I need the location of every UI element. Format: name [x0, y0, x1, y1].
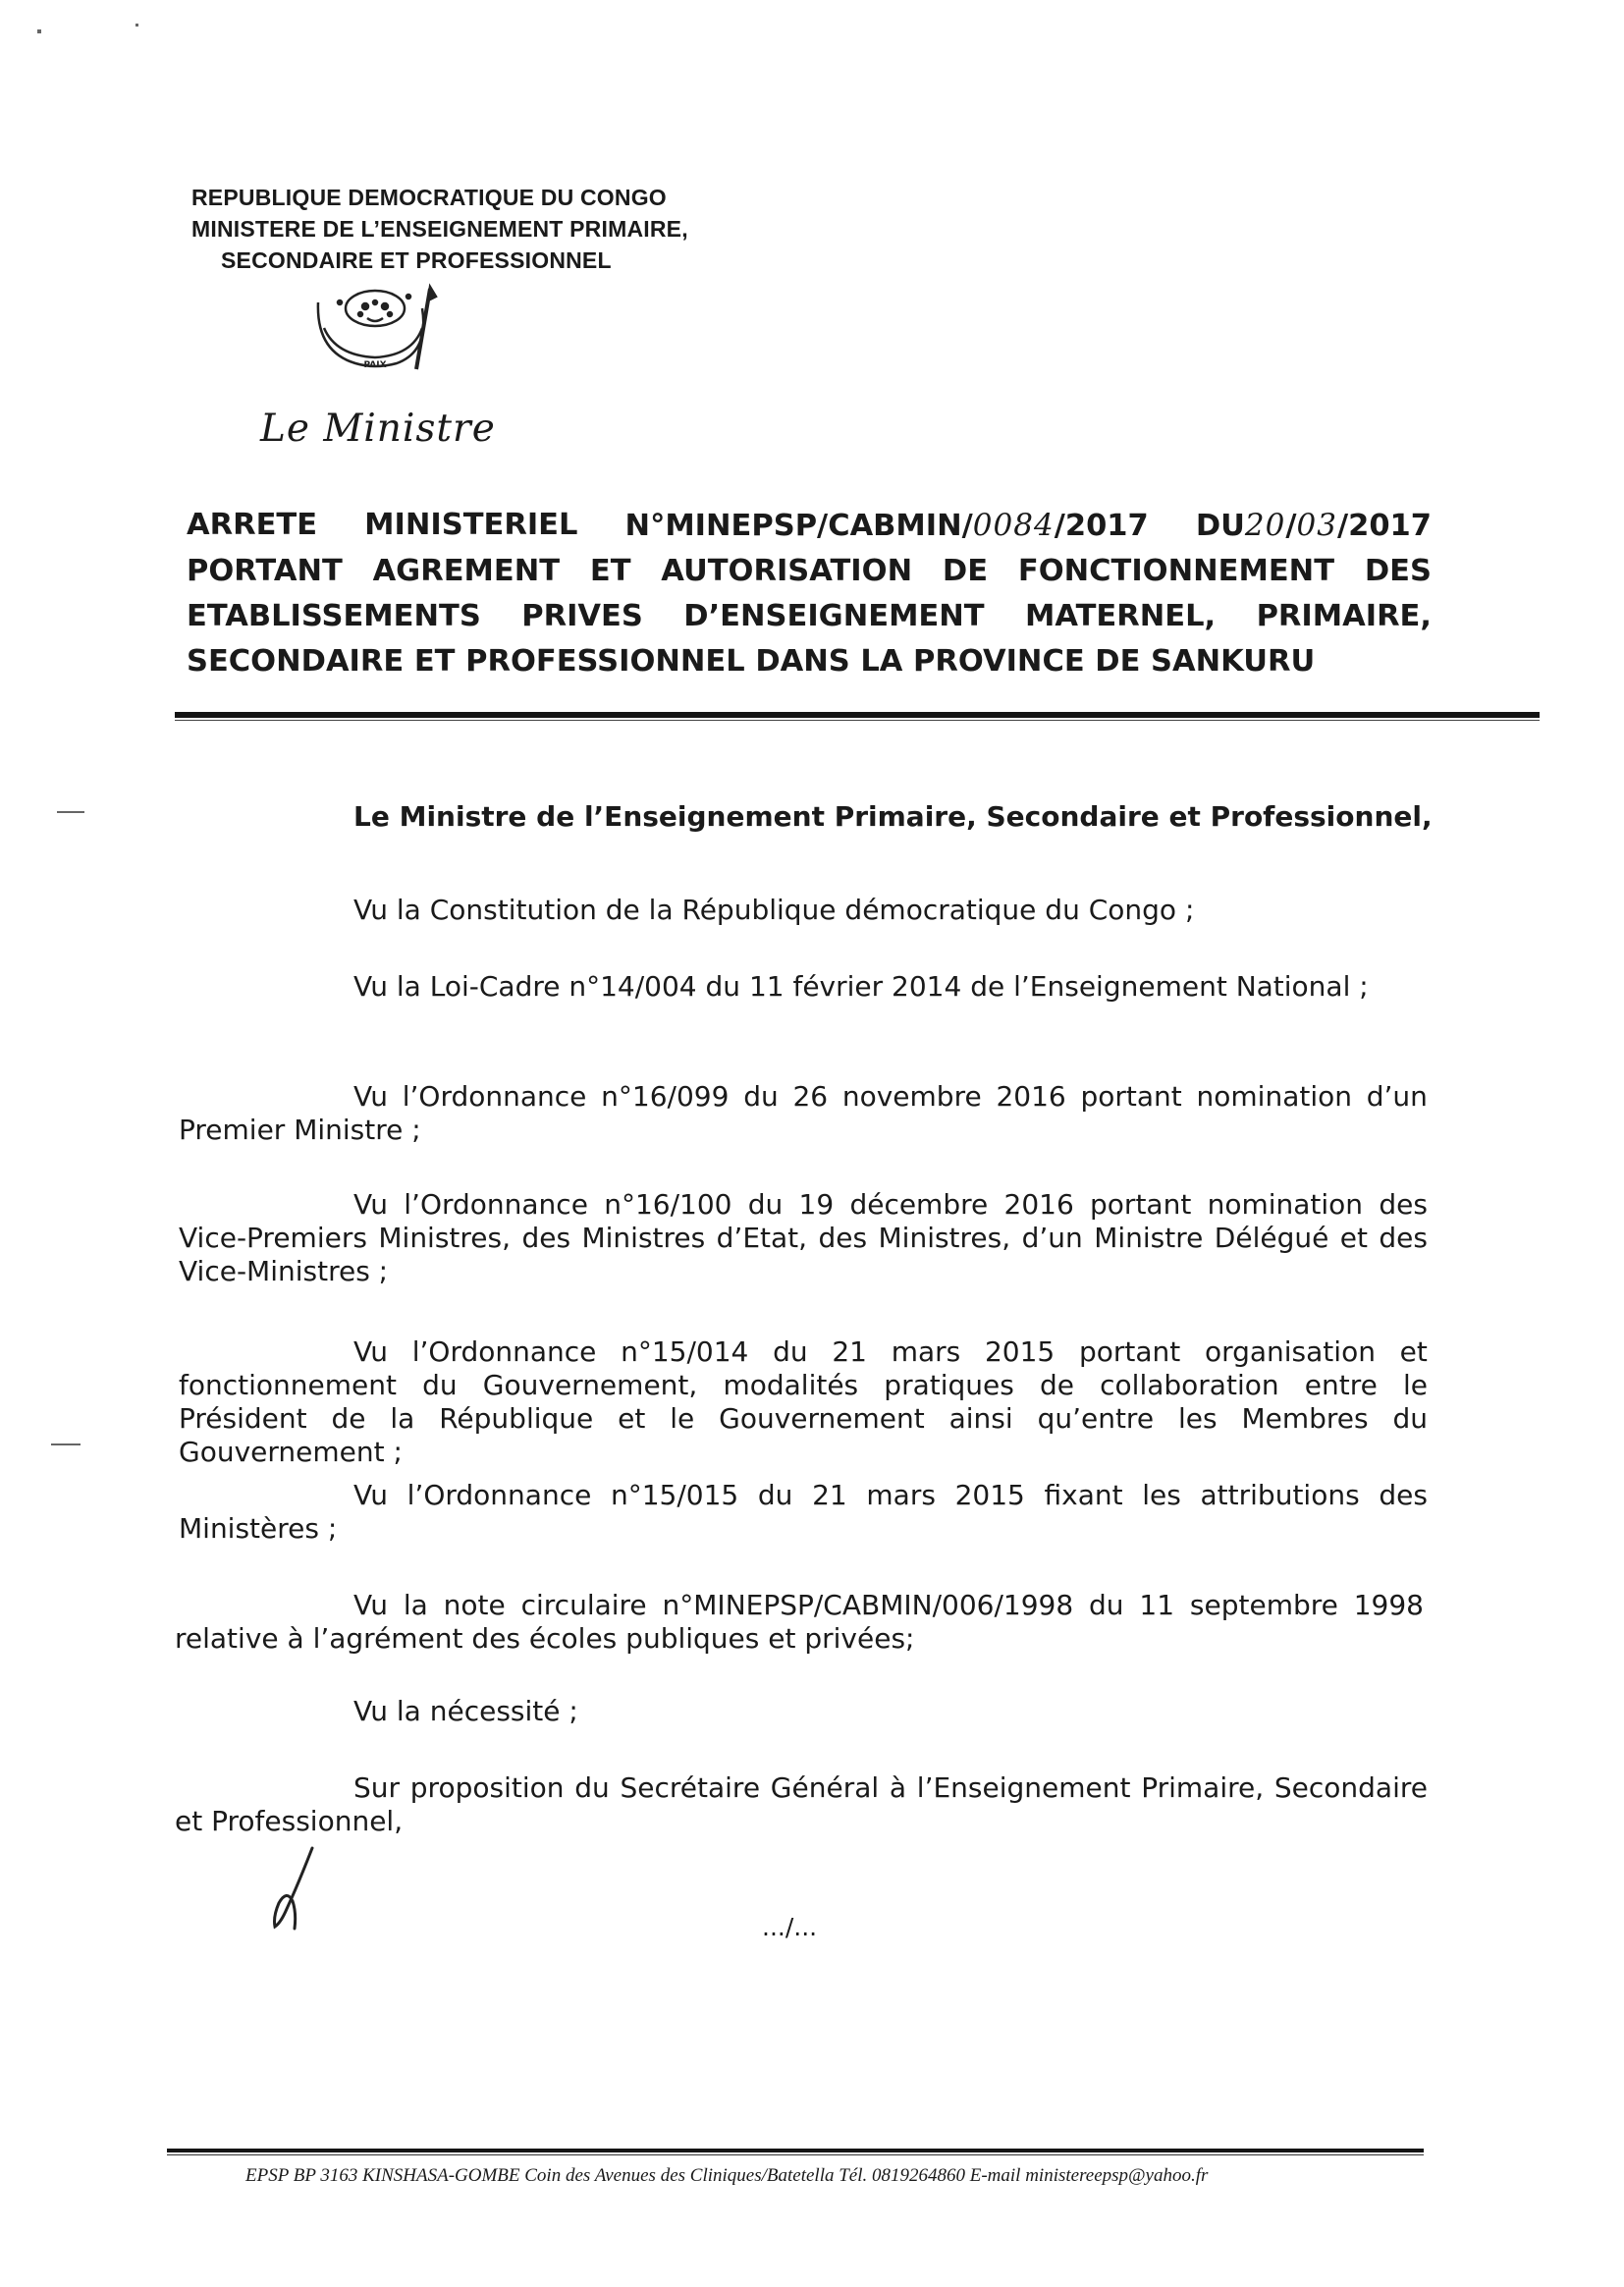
- paragraph-first-line: [175, 1589, 1424, 1622]
- paragraph-first-line: [179, 1080, 1428, 1114]
- coat-of-arms-emblem: [306, 283, 454, 393]
- reference-prefix: N°MINEPSP/CABMIN/: [624, 509, 973, 543]
- title-word: MINISTERIEL: [364, 508, 578, 542]
- word: du: [747, 1188, 784, 1221]
- word: la: [403, 1589, 428, 1621]
- footer-address: EPSP BP 3163 KINSHASA-GOMBE Coin des Avenues des Cliniques/Batetella Tél. 0819264860 E-mail ministereepsp@yahoo.fr: [245, 2165, 1209, 2186]
- title-line-3: [187, 594, 1432, 639]
- word: d’un: [1366, 1080, 1428, 1113]
- title-word: FONCTIONNEMENT: [1017, 554, 1335, 588]
- title-word: PORTANT: [187, 554, 343, 588]
- word: des: [1379, 1479, 1428, 1511]
- scan-mark: [135, 24, 138, 27]
- proposition-paragraph: [175, 1771, 1428, 1838]
- word: circulaire: [520, 1589, 647, 1621]
- paragraph-first-line: [179, 1335, 1428, 1369]
- date-separator: /: [1285, 509, 1297, 543]
- word: mars: [866, 1479, 936, 1511]
- date-year: /2017: [1336, 509, 1432, 543]
- title-word: AGREMENT: [372, 554, 561, 588]
- word: l’Ordonnance: [406, 1479, 592, 1511]
- word: note: [443, 1589, 506, 1621]
- title-word: DES: [1364, 554, 1432, 588]
- word: 26: [792, 1080, 829, 1113]
- word: du: [1089, 1589, 1124, 1621]
- header-ministry-cont: SECONDAIRE ET PROFESSIONNEL: [221, 247, 612, 273]
- paragraph-first-line: [179, 1479, 1428, 1512]
- word: des: [1379, 1188, 1428, 1221]
- vu-ordonnance-15-014: [179, 1335, 1428, 1469]
- vu-ordonnance-16-099: [179, 1080, 1428, 1147]
- title-line-2: [187, 549, 1432, 594]
- title-line-1: [187, 503, 1432, 549]
- vu-constitution: Vu la Constitution de la République démocratique du Congo ;: [353, 894, 1195, 926]
- word: Vu: [353, 1479, 388, 1511]
- word: nomination: [1196, 1080, 1352, 1113]
- word: 21: [812, 1479, 847, 1511]
- scan-mark: [37, 29, 41, 33]
- title-word: DE: [942, 554, 989, 588]
- vu-necessite: Vu la nécessité ;: [353, 1695, 578, 1727]
- word: 2015: [984, 1335, 1056, 1368]
- header-ministry: MINISTERE DE L’ENSEIGNEMENT PRIMAIRE,: [191, 216, 688, 242]
- word: organisation: [1204, 1335, 1376, 1368]
- word: septembre: [1189, 1589, 1338, 1621]
- vu-ordonnance-15-015: [179, 1479, 1428, 1546]
- reference-number-handwritten: 0084: [972, 508, 1055, 543]
- title-word: AUTORISATION: [661, 554, 913, 588]
- paragraph-continuation: Vice-Premiers Ministres, des Ministres d’Etat, des Ministres, d’un Ministre Délégué et des Vice-Ministres ;: [179, 1222, 1428, 1287]
- paragraph-continuation: Ministères ;: [179, 1512, 338, 1545]
- vu-note-circulaire: [175, 1589, 1424, 1656]
- footer-divider-thin: [167, 2154, 1424, 2155]
- title-word: ARRETE: [187, 508, 318, 542]
- word: 2015: [954, 1479, 1025, 1511]
- title-word: ETABLISSEMENTS: [187, 599, 481, 633]
- date-day-handwritten: 20: [1244, 508, 1286, 543]
- word: et: [1399, 1335, 1428, 1368]
- word: Vu: [353, 1589, 388, 1621]
- emblem-motto: PAIX: [363, 360, 387, 370]
- decree-reference: [625, 503, 1149, 549]
- word: novembre: [841, 1080, 982, 1113]
- title-word: MATERNEL,: [1025, 599, 1217, 633]
- vu-ordonnance-16-100: [179, 1188, 1428, 1288]
- handwritten-initial-signature: [265, 1844, 334, 1933]
- decree-date: [1196, 503, 1432, 549]
- signature-title: Le Ministre: [260, 407, 496, 451]
- reference-year: /2017: [1054, 509, 1149, 543]
- margin-tick: [57, 811, 84, 813]
- word: Vu: [353, 1188, 388, 1221]
- word: n°16/099: [601, 1080, 730, 1113]
- header-country: REPUBLIQUE DEMOCRATIQUE DU CONGO: [191, 185, 667, 210]
- word: l’Ordonnance: [402, 1080, 587, 1113]
- title-line-4: SECONDAIRE ET PROFESSIONNEL DANS LA PROVINCE DE SANKURU: [187, 644, 1316, 679]
- word: Vu: [353, 1335, 388, 1368]
- word: n°MINEPSP/CABMIN/006/1998: [662, 1589, 1074, 1621]
- word: nomination: [1207, 1188, 1364, 1221]
- word: l’Ordonnance: [404, 1188, 588, 1221]
- word: 2016: [996, 1080, 1066, 1113]
- word: 21: [832, 1335, 867, 1368]
- word: du: [773, 1335, 808, 1368]
- paragraph-continuation: fonctionnement du Gouvernement, modalités pratiques de collaboration entre le Président de la République et le Gouvernement ainsi qu’entre les Membres du Gouvernement ;: [179, 1369, 1428, 1468]
- title-word: ET: [589, 554, 631, 588]
- word: portant: [1080, 1080, 1182, 1113]
- word: n°15/014: [621, 1335, 749, 1368]
- decree-title: [187, 503, 1432, 684]
- footer-divider: [167, 2149, 1424, 2152]
- word: du: [743, 1080, 779, 1113]
- title-divider-thin: [175, 720, 1540, 721]
- minister-heading: Le Ministre de l’Enseignement Primaire, Secondaire et Professionnel,: [353, 800, 1433, 833]
- paragraph-text: Sur proposition du Secrétaire Général à l’Enseignement Primaire, Secondaire et Professionnel,: [175, 1771, 1428, 1837]
- paragraph-continuation: Premier Ministre ;: [179, 1114, 421, 1146]
- word: 19: [798, 1188, 835, 1221]
- word: Vu: [353, 1080, 388, 1113]
- word: fixant: [1044, 1479, 1123, 1511]
- word: n°16/100: [604, 1188, 732, 1221]
- word: les: [1142, 1479, 1181, 1511]
- word: l’Ordonnance: [411, 1335, 597, 1368]
- word: portant: [1078, 1335, 1181, 1368]
- paragraph-first-line: [179, 1188, 1428, 1222]
- vu-loi-cadre: Vu la Loi-Cadre n°14/004 du 11 février 2014 de l’Enseignement National ;: [353, 970, 1369, 1003]
- word: portant: [1090, 1188, 1192, 1221]
- title-divider: [175, 712, 1540, 718]
- page-continuation-mark: .../...: [762, 1913, 818, 1941]
- word: du: [757, 1479, 793, 1511]
- word: décembre: [849, 1188, 989, 1221]
- word: n°15/015: [610, 1479, 739, 1511]
- title-word: PRIMAIRE,: [1256, 599, 1432, 633]
- margin-tick: [51, 1443, 81, 1445]
- date-prefix: DU: [1195, 509, 1245, 543]
- title-word: D’ENSEIGNEMENT: [683, 599, 985, 633]
- word: 11: [1139, 1589, 1175, 1621]
- title-word: PRIVES: [521, 599, 643, 633]
- paragraph-continuation: relative à l’agrément des écoles publiques et privées;: [175, 1622, 915, 1655]
- word: 2016: [1003, 1188, 1074, 1221]
- word: attributions: [1200, 1479, 1360, 1511]
- word: mars: [891, 1335, 961, 1368]
- word: 1998: [1353, 1589, 1424, 1621]
- date-month-handwritten: 03: [1296, 508, 1337, 543]
